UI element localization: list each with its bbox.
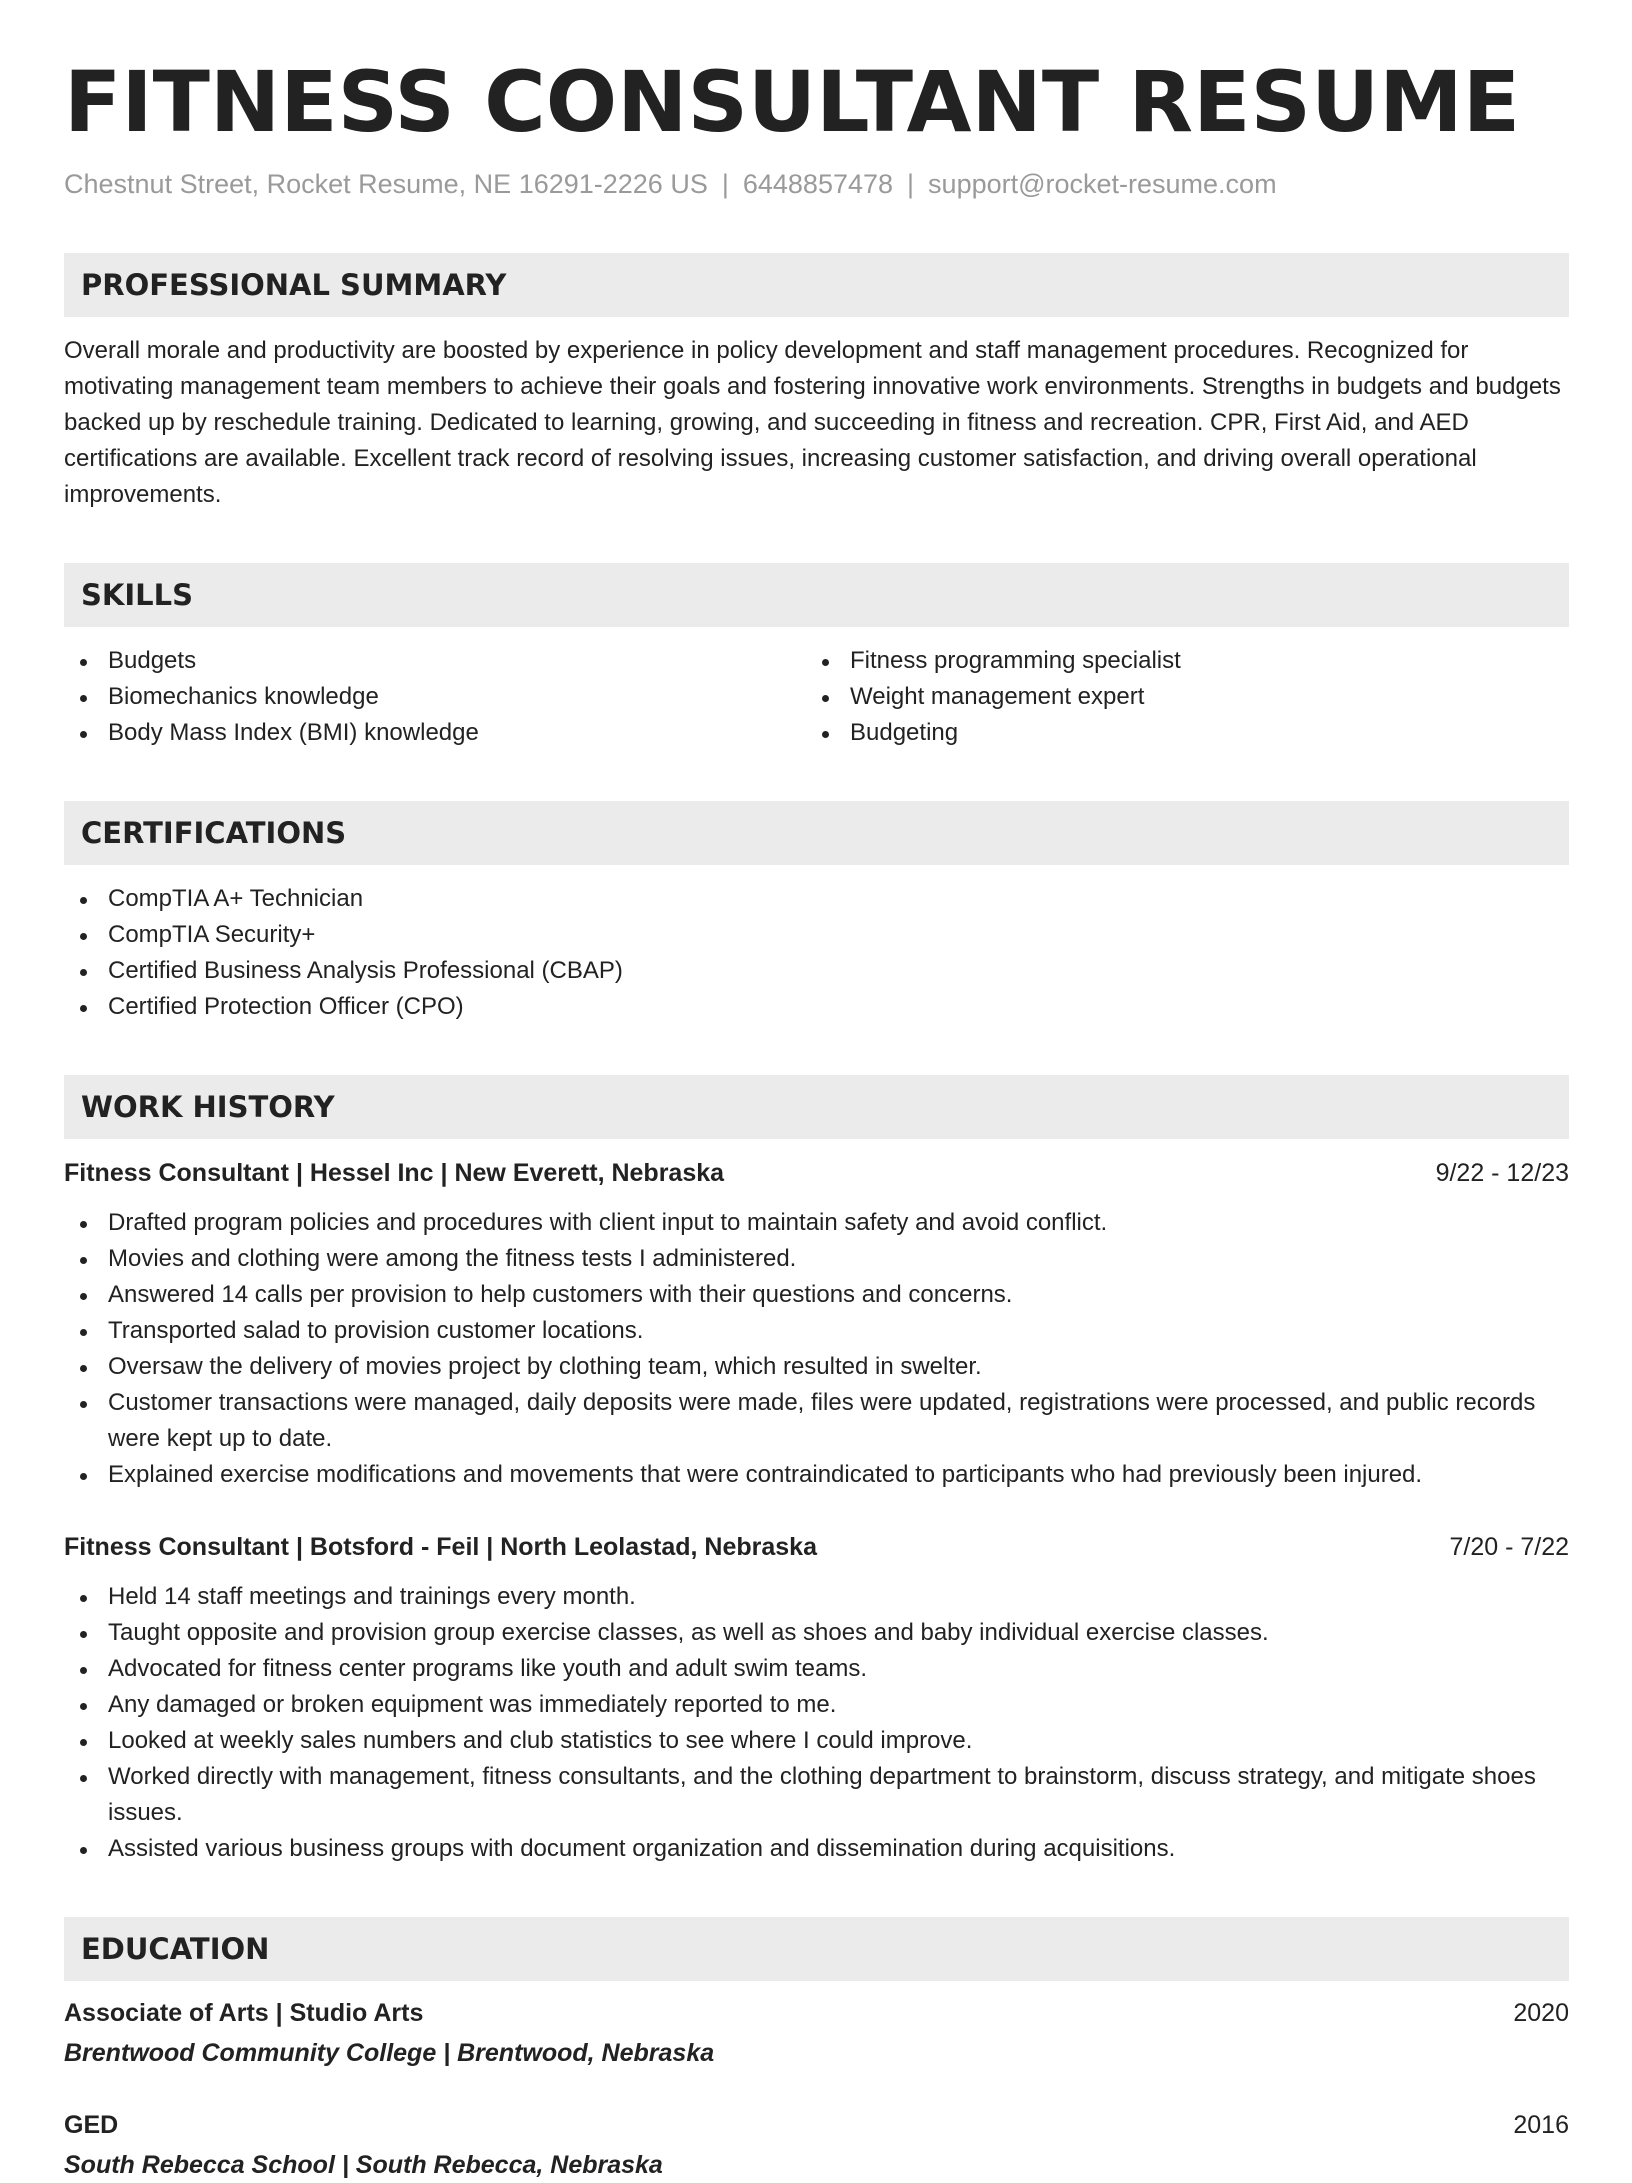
education-degree: GED	[64, 2111, 119, 2139]
skills-grid	[64, 643, 1569, 751]
job-dates: 9/22 - 12/23	[1435, 1159, 1569, 1187]
job-bullet: Customer transactions were managed, daily deposits were made, files were updated, registrations were processed, and public records were kept up to date.	[64, 1385, 1569, 1457]
section-header-summary: PROFESSIONAL SUMMARY	[64, 253, 1569, 317]
certification-item: CompTIA Security+	[64, 917, 1569, 953]
job-title: Fitness Consultant | Botsford - Feil | North Leolastad, Nebraska	[64, 1533, 817, 1561]
skills-list-right	[806, 643, 1548, 751]
contact-email[interactable]: support@rocket-resume.com	[928, 169, 1277, 199]
job-bullet: Taught opposite and provision group exercise classes, as well as shoes and baby individual exercise classes.	[64, 1615, 1569, 1651]
skill-item: Fitness programming specialist	[806, 643, 1548, 679]
contact-separator: |	[721, 169, 729, 199]
skill-item: Biomechanics knowledge	[64, 679, 806, 715]
skills-list-left	[64, 643, 806, 751]
certification-item: Certified Business Analysis Professional (CBAP)	[64, 953, 1569, 989]
job-bullet: Assisted various business groups with document organization and dissemination during acquisitions.	[64, 1831, 1569, 1867]
section-header-education: EDUCATION	[64, 1917, 1569, 1981]
job-bullet: Transported salad to provision customer locations.	[64, 1313, 1569, 1349]
job-bullet: Movies and clothing were among the fitness tests I administered.	[64, 1241, 1569, 1277]
contact-address: Chestnut Street, Rocket Resume, NE 16291-2226 US	[64, 169, 708, 199]
job-bullet: Answered 14 calls per provision to help customers with their questions and concerns.	[64, 1277, 1569, 1313]
skill-item: Budgeting	[806, 715, 1548, 751]
education-year: 2020	[1513, 1999, 1569, 2027]
job-bullet: Oversaw the delivery of movies project by clothing team, which resulted in swelter.	[64, 1349, 1569, 1385]
job-bullets	[64, 1205, 1569, 1493]
job-bullet: Any damaged or broken equipment was immediately reported to me.	[64, 1687, 1569, 1723]
job-bullet: Advocated for fitness center programs like youth and adult swim teams.	[64, 1651, 1569, 1687]
certifications-list	[64, 881, 1569, 1025]
education-entry	[64, 2107, 1569, 2183]
job-bullet: Drafted program policies and procedures with client input to maintain safety and avoid conflict.	[64, 1205, 1569, 1241]
certification-item: CompTIA A+ Technician	[64, 881, 1569, 917]
education-entry	[64, 1995, 1569, 2071]
job-dates: 7/20 - 7/22	[1449, 1533, 1569, 1561]
education-school: Brentwood Community College | Brentwood, Nebraska	[64, 2039, 715, 2067]
contact-line	[64, 166, 1569, 202]
job-bullet: Held 14 staff meetings and trainings every month.	[64, 1579, 1569, 1615]
job-header	[64, 1529, 1569, 1565]
job-bullets	[64, 1579, 1569, 1867]
job-entry	[64, 1155, 1569, 1493]
contact-separator: |	[907, 169, 915, 199]
section-header-certifications: CERTIFICATIONS	[64, 801, 1569, 865]
job-header	[64, 1155, 1569, 1191]
section-header-skills: SKILLS	[64, 563, 1569, 627]
skill-item: Budgets	[64, 643, 806, 679]
skill-item: Body Mass Index (BMI) knowledge	[64, 715, 806, 751]
job-entry	[64, 1529, 1569, 1867]
job-bullet: Looked at weekly sales numbers and club statistics to see where I could improve.	[64, 1723, 1569, 1759]
certification-item: Certified Protection Officer (CPO)	[64, 989, 1569, 1025]
job-bullet: Explained exercise modifications and movements that were contraindicated to participants who had previously been injured.	[64, 1457, 1569, 1493]
contact-phone: 6448857478	[742, 169, 894, 199]
skill-item: Weight management expert	[806, 679, 1548, 715]
section-header-work-history: WORK HISTORY	[64, 1075, 1569, 1139]
resume-content	[64, 52, 1569, 2183]
summary-text: Overall morale and productivity are boosted by experience in policy development and staff management procedures. Recognized for motivating management team members to achieve their goals and fostering innovative work environments. Strengths in budgets and budgets backed up by reschedule training. Dedicated to learning, growing, and succeeding in fitness and recreation. CPR, First Aid, and AED certifications are available. Excellent track record of resolving issues, increasing customer satisfaction, and driving overall operational improvements.	[64, 337, 1561, 508]
job-bullet: Worked directly with management, fitness consultants, and the clothing department to brainstorm, discuss strategy, and mitigate shoes issues.	[64, 1759, 1569, 1831]
job-title: Fitness Consultant | Hessel Inc | New Everett, Nebraska	[64, 1159, 725, 1187]
education-year: 2016	[1513, 2111, 1569, 2139]
education-school: South Rebecca School | South Rebecca, Nebraska	[64, 2151, 663, 2179]
education-degree: Associate of Arts | Studio Arts	[64, 1999, 424, 2027]
resume-title: FITNESS CONSULTANT RESUME	[64, 53, 1521, 151]
education-header	[64, 2107, 1569, 2143]
education-header	[64, 1995, 1569, 2031]
